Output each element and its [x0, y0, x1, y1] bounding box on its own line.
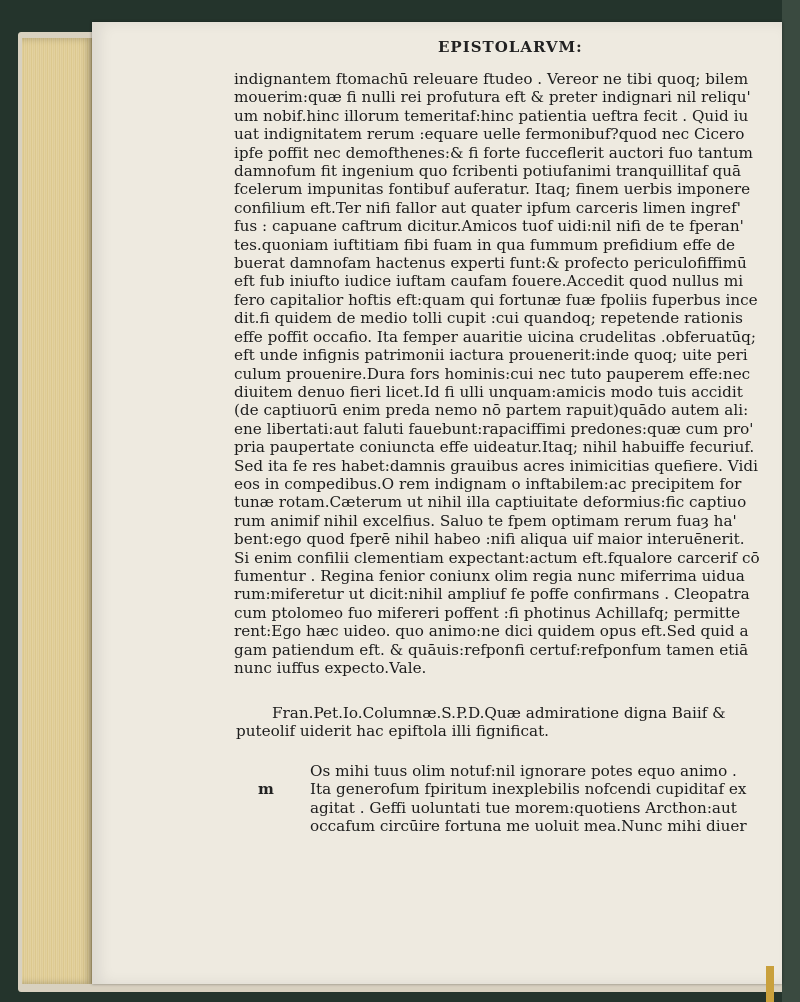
body-line: ipfe poffit nec demofthenes:& fi forte fucceflerit auctori fuo tantum	[234, 143, 753, 162]
background-strip	[782, 0, 800, 1002]
letter-opening	[310, 762, 747, 836]
body-line: mouerim:quæ fi nulli rei profutura eft & preter indignari nil reliqu'	[234, 88, 751, 107]
letter-heading	[236, 704, 734, 741]
body-line: eft unde infignis patrimonii iactura prouenerit:inde quoq; uite peri	[234, 346, 748, 365]
opening-line: agitat . Geffi uoluntati tue morem:quotiens Arcthon:aut	[310, 798, 737, 817]
body-line: fumentur . Regina fenior coniunx olim regia nunc miferrima uidua	[234, 566, 745, 585]
body-line: effe poffit occafio. Ita femper auaritie uicina crudelitas .obferuatūq;	[234, 327, 757, 346]
body-line: fero capitalior hoftis eft:quam qui fortunæ fuæ fpoliis fuperbus ince	[234, 290, 758, 309]
body-line: rent:Ego hæc uideo. quo animo:ne dici quidem opus eft.Sed quid a	[234, 622, 749, 641]
body-line: tes.quoniam iuftitiam fibi fuam in qua fummum prefidium effe de	[234, 235, 736, 254]
body-line: fus : capuane caftrum dicitur.Amicos tuof uidi:nil nifi de te fperan'	[234, 217, 744, 236]
body-line: confilium eft.Ter nifi fallor aut quater ipfum carceris limen ingref'	[234, 198, 741, 217]
body-line: uat indignitatem rerum :equare uelle fermonibuf?quod nec Cicero	[234, 125, 745, 144]
body-line: rum animif nihil excelfius. Saluo te fpem optimam rerum fuaȝ ha'	[234, 511, 737, 530]
body-line: bent:ego quod fperē nihil habeo :nifi aliqua uif maior interuēnerit.	[234, 530, 745, 549]
bookmark-ribbon	[766, 966, 774, 1002]
opening-line: Os mihi tuus olim notuf:nil ignorare potes equo animo .	[310, 762, 737, 780]
body-line: eos in compedibus.O rem indignam o inftabilem:ac precipitem for	[234, 474, 742, 493]
body-line: buerat damnofam hactenus experti funt:& profecto periculofiffimū	[234, 254, 747, 273]
body-line: fcelerum impunitas fontibuf auferatur. Itaq; finem uerbis imponere	[234, 180, 751, 199]
body-line: nunc iuffus expecto.Vale.	[234, 659, 427, 677]
body-line: cum ptolomeo fuo mifereri poffent :fi photinus Achillafq; permitte	[234, 603, 741, 622]
initial-guide-letter: m	[258, 780, 274, 798]
running-head: EPISTOLARVM:	[438, 38, 583, 56]
letter-body	[234, 70, 760, 677]
body-line: rum:miferetur ut dicit:nihil ampliuf fe poffe confirmans . Cleopatra	[234, 585, 750, 604]
body-line: diuitem denuo fieri licet.Id fi ulli unquam:amicis modo tuis accidit	[234, 382, 743, 401]
opening-line: occafum circūire fortuna me uoluit mea.Nunc mihi diuer	[310, 817, 747, 836]
body-line: indignantem ftomachū releuare ftudeo . Vereor ne tibi quoq; bilem	[234, 70, 749, 88]
body-line: Si enim confilii clementiam expectant:actum eft.fqualore carcerif cō	[234, 548, 760, 567]
body-line: pria paupertate coniuncta effe uideatur.Itaq; nihil habuiffe fecuriuf.	[234, 438, 755, 457]
heading-line: puteolif uiderit hac epiftola illi fignificat.	[236, 722, 550, 741]
body-line: Sed ita fe res habet:damnis grauibus acres inimicitias quefiere. Vidi	[234, 456, 758, 475]
opening-line: Ita generofum fpiritum inexplebilis nofcendi cupiditaf ex	[310, 780, 747, 799]
body-line: dit.fi quidem de medio tolli cupit :cui quandoq; repetende rationis	[234, 309, 743, 328]
body-line: um nobif.hinc illorum temeritaf:hinc patientia ueftra fecit . Quid iu	[234, 106, 749, 125]
body-line: damnofum fit ingenium quo fcribenti potiufanimi tranquillitaf quā	[234, 162, 742, 181]
heading-line: Fran.Pet.Io.Columnæ.S.P.D.Quæ admiratione digna Baiif &	[272, 704, 726, 722]
page-edges	[22, 38, 94, 984]
body-line: tunæ rotam.Cæterum ut nihil illa captiuitate deformius:fic captiuo	[234, 493, 747, 512]
body-line: gam patiendum eft. & quāuis:refponfi certuf:refponfum tamen etiā	[234, 640, 749, 659]
body-line: ene libertati:aut faluti fauebunt:rapaciffimi predones:quæ cum pro'	[234, 419, 754, 438]
body-line: (de captiuorū enim preda nemo nō partem rapuit)quādo autem ali:	[234, 401, 749, 420]
body-line: eft fub iniufto iudice iuftam caufam fouere.Accedit quod nullus mi	[234, 272, 744, 291]
body-line: culum prouenire.Dura fors hominis:cui nec tuto pauperem effe:nec	[234, 364, 751, 383]
